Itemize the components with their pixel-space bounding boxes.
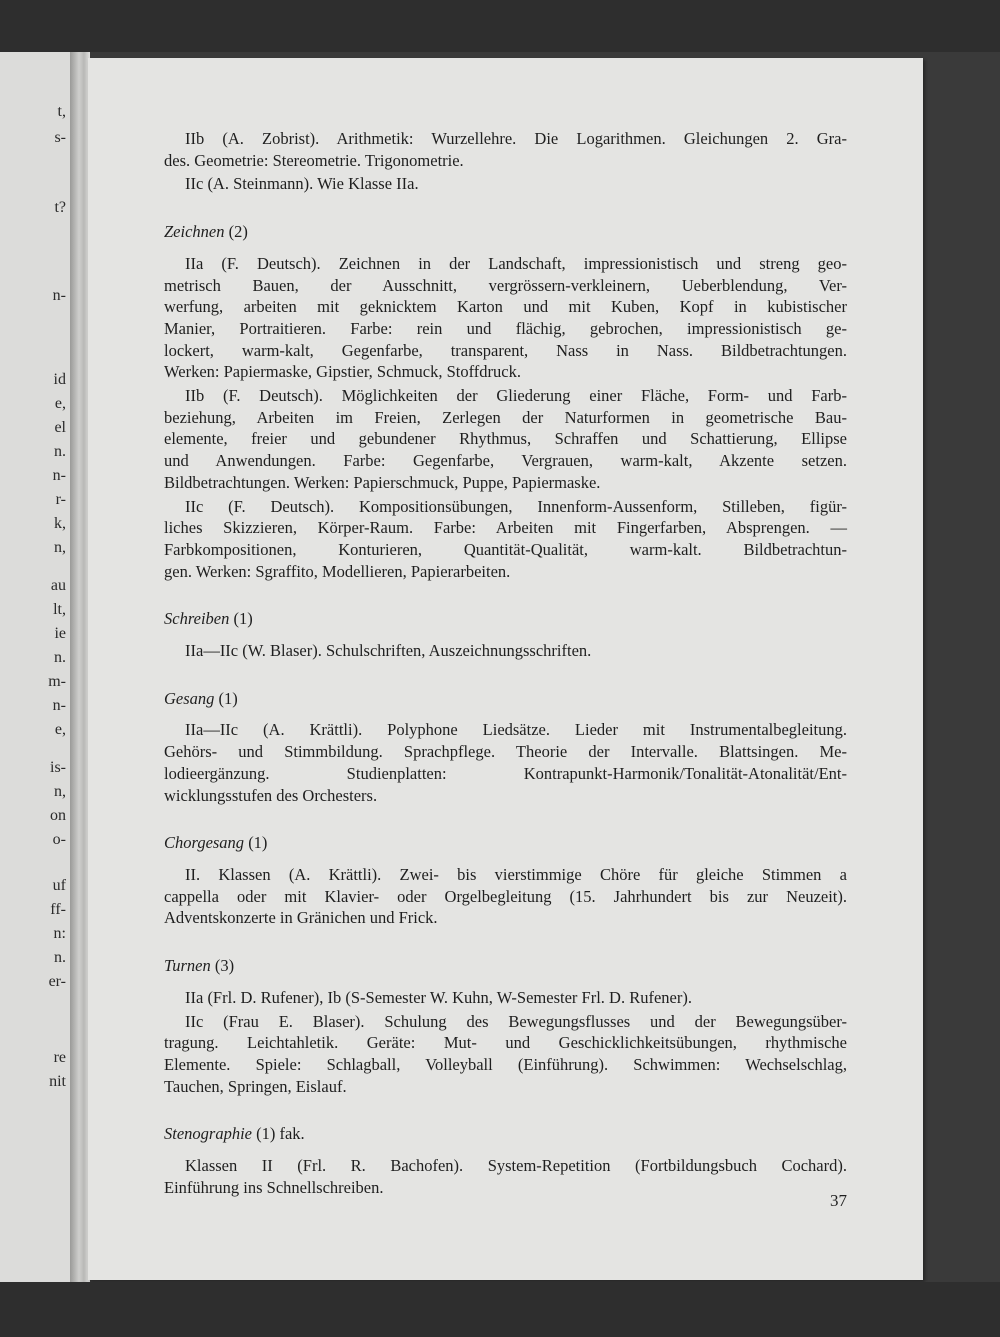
previous-page-text-fragment: o- — [52, 831, 66, 848]
subject-title: Zeichnen — [164, 222, 225, 242]
text-line: IIc (Frau E. Blaser). Schulung des Bewegungsflusses und der Bewegungsüber- — [185, 1011, 847, 1031]
text-line: liches Skizzieren, Körper-Raum. Farbe: Arbeiten mit Fingerfarben, Absprengen. — — [164, 518, 847, 538]
previous-page-text-fragment: on — [50, 807, 66, 824]
class-paragraph — [164, 640, 847, 662]
previous-page-text-fragment: ie — [54, 625, 66, 642]
class-paragraph — [164, 864, 847, 929]
class-paragraph — [164, 987, 847, 1009]
class-paragraph — [164, 253, 847, 383]
text-line: lodieergänzung. Studienplatten: Kontrapunkt-Harmonik/Tonalität-Atonalität/Ent- — [164, 763, 847, 783]
text-line: IIc (F. Deutsch). Kompositionsübungen, Innenform-Aussenform, Stilleben, figür- — [185, 496, 847, 516]
text-line: IIc (A. Steinmann). Wie Klasse IIa. — [185, 174, 419, 194]
subject-title: Gesang — [164, 688, 215, 708]
previous-page-text-fragment: el — [54, 419, 66, 436]
scan-background-bottom — [0, 1282, 1000, 1337]
text-line: tragung. Leichtahletik. Geräte: Mut- und Geschicklichkeitsübungen, rhythmische — [164, 1033, 847, 1053]
previous-page-text-fragment: e, — [54, 721, 66, 738]
subject-section — [164, 955, 847, 1097]
previous-page-text-fragment: n: — [53, 925, 66, 942]
text-line: Klassen II (Frl. R. Bachofen). System-Repetition (Fortbildungsbuch Cochard). — [185, 1156, 847, 1176]
text-line: IIa (F. Deutsch). Zeichnen in der Landschaft, impressionistisch und streng geo- — [185, 253, 847, 273]
previous-page-text-fragment: e, — [54, 395, 66, 412]
previous-page-text-fragment: re — [53, 1049, 66, 1066]
text-line: Gehörs- und Stimmbildung. Sprachpflege. Theorie der Intervalle. Blattsingen. Me- — [164, 742, 847, 762]
text-line: Adventskonzerte in Gränichen und Frick. — [164, 908, 438, 928]
text-line: lockert, warm-kalt, Gegenfarbe, transparent, Nass in Nass. Bildbetrachtungen. — [164, 340, 847, 360]
text-line: beziehung, Arbeiten im Freien, Zerlegen der Naturformen in geometrische Bau- — [164, 407, 847, 427]
previous-page-text-fragment: s- — [54, 129, 66, 146]
page-number: 37 — [830, 1191, 847, 1210]
previous-page-text-fragment: uf — [52, 877, 66, 894]
text-line: und Anwendungen. Farbe: Gegenfarbe, Vergrauen, warm-kalt, Akzente setzen. — [164, 451, 847, 471]
previous-page-text-fragment: n, — [54, 539, 66, 556]
text-line: IIa (Frl. D. Rufener), Ib (S-Semester W. Kuhn, W-Semester Frl. D. Rufener). — [185, 987, 692, 1007]
subject-section — [164, 688, 847, 807]
previous-page-text-fragment: au — [50, 577, 66, 594]
previous-page-text-fragment: n. — [54, 443, 66, 460]
lesson-count: (1) fak. — [256, 1124, 305, 1144]
subject-section — [164, 128, 847, 195]
text-line: Elemente. Spiele: Schlagball, Volleyball (Einführung). Schwimmen: Wechselschlag, — [164, 1054, 847, 1074]
previous-page-text-fragment: t, — [57, 103, 66, 120]
class-paragraph — [164, 719, 847, 806]
class-paragraph — [164, 128, 847, 171]
subject-heading — [164, 221, 847, 243]
previous-page-text-fragment: n- — [52, 287, 66, 304]
previous-page-text-fragment: er- — [48, 973, 66, 990]
text-line: cappella oder mit Klavier- oder Orgelbegleitung (15. Jahrhundert bis zur Neuzeit). — [164, 886, 847, 906]
text-line: metrisch Bauen, der Ausschnitt, vergrössern-verkleinern, Ueberblendung, Ver- — [164, 275, 847, 295]
subject-section — [164, 221, 847, 582]
text-line: wicklungsstufen des Orchesters. — [164, 785, 378, 805]
class-paragraph — [164, 1011, 847, 1098]
previous-page-text-fragment: lt, — [53, 601, 66, 618]
text-line: elemente, freier und gebundener Rhythmus, Schraffen und Schattierung, Ellipse — [164, 429, 847, 449]
text-line: gen. Werken: Sgraffito, Modellieren, Papierarbeiten. — [164, 561, 511, 581]
class-paragraph — [164, 173, 847, 195]
text-line: IIa—IIc (A. Krättli). Polyphone Liedsätze. Lieder mit Instrumentalbegleitung. — [185, 720, 847, 740]
previous-page-text-fragment: r- — [55, 491, 66, 508]
subject-section — [164, 832, 847, 929]
text-line: Manier, Portraitieren. Farbe: rein und flächig, gebrochen, impressionistisch ge- — [164, 318, 847, 338]
subject-heading — [164, 1123, 847, 1145]
previous-page-text-fragment: n. — [54, 649, 66, 666]
scan-background-top — [0, 0, 1000, 52]
previous-page-text-fragment: n, — [54, 783, 66, 800]
lesson-count: (2) — [228, 222, 248, 242]
text-line: Bildbetrachtungen. Werken: Papierschmuck, Puppe, Papiermaske. — [164, 472, 601, 492]
text-line: Tauchen, Springen, Eislauf. — [164, 1076, 347, 1096]
previous-page-text-fragment: n. — [54, 949, 66, 966]
book-page — [88, 58, 923, 1280]
previous-page-text-fragment: id — [53, 371, 66, 388]
subject-heading — [164, 688, 847, 710]
previous-page-text-fragment: nit — [49, 1073, 66, 1090]
previous-page-edge — [0, 52, 70, 1282]
subject-heading — [164, 608, 847, 630]
subject-title: Stenographie — [164, 1124, 252, 1144]
subject-heading — [164, 955, 847, 977]
lesson-count: (1) — [233, 609, 253, 629]
lesson-count: (3) — [214, 956, 235, 976]
page-content — [164, 128, 847, 1198]
subject-title: Turnen — [164, 956, 211, 976]
previous-page-text-fragment: n- — [52, 467, 66, 484]
text-line: werfung, arbeiten mit geknicktem Karton und mit Kuben, Kopf in kubistischer — [164, 297, 847, 317]
subject-section — [164, 608, 847, 661]
text-line: IIa—IIc (W. Blaser). Schulschriften, Auszeichnungsschriften. — [185, 641, 592, 661]
subject-section — [164, 1123, 847, 1198]
previous-page-text-fragment: n- — [52, 697, 66, 714]
previous-page-text-fragment: m- — [48, 673, 66, 690]
previous-page-text-fragment: ff- — [50, 901, 66, 918]
subject-heading — [164, 832, 847, 854]
class-paragraph — [164, 385, 847, 494]
text-line: IIb (F. Deutsch). Möglichkeiten der Gliederung einer Fläche, Form- und Farb- — [185, 386, 847, 406]
class-paragraph — [164, 1155, 847, 1198]
book-gutter — [70, 52, 90, 1282]
class-paragraph — [164, 496, 847, 583]
text-line: Einführung ins Schnellschreiben. — [164, 1177, 384, 1197]
previous-page-text-fragment: k, — [54, 515, 66, 532]
text-line: II. Klassen (A. Krättli). Zwei- bis vierstimmige Chöre für gleiche Stimmen a — [185, 864, 847, 884]
text-line: Werken: Papiermaske, Gipstier, Schmuck, Stoffdruck. — [164, 362, 521, 382]
subject-title: Chorgesang — [164, 833, 245, 853]
lesson-count: (1) — [218, 688, 238, 708]
text-line: Farbkompositionen, Konturieren, Quantität-Qualität, warm-kalt. Bildbetrachtun- — [164, 539, 847, 559]
previous-page-text-fragment: is- — [50, 759, 66, 776]
text-line: des. Geometrie: Stereometrie. Trigonometrie. — [164, 150, 464, 170]
lesson-count: (1) — [248, 833, 268, 853]
text-line: IIb (A. Zobrist). Arithmetik: Wurzellehre. Die Logarithmen. Gleichungen 2. Gra- — [185, 129, 847, 148]
subject-title: Schreiben — [164, 609, 230, 629]
previous-page-text-fragment: t? — [54, 199, 66, 216]
